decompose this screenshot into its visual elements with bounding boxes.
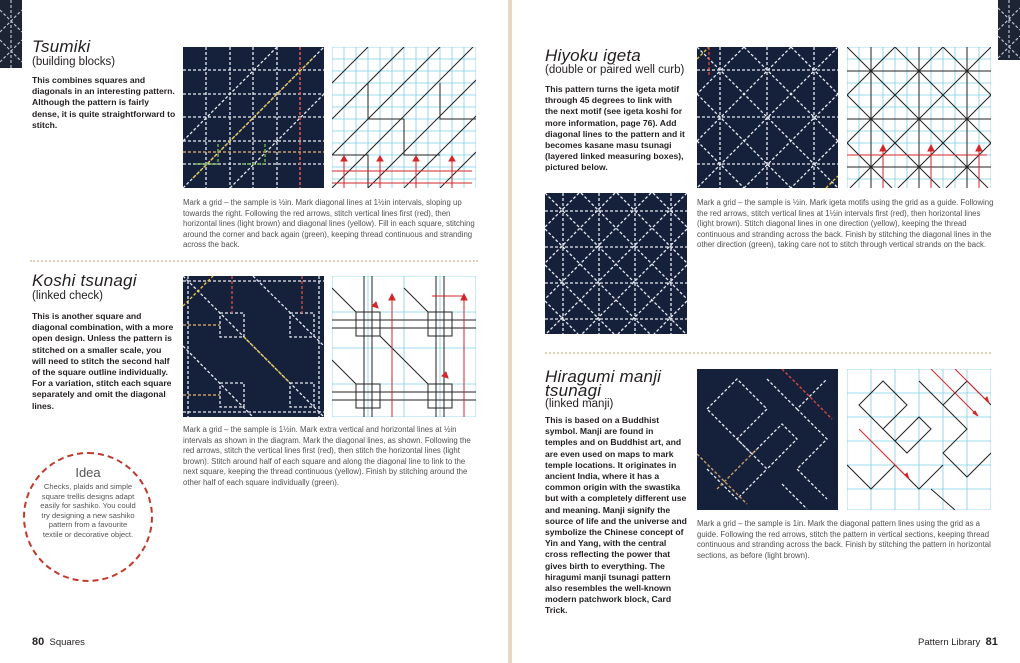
- right-page-number: 81: [985, 636, 998, 648]
- koshi-tsunagi-sample-photo: [183, 276, 324, 417]
- right-section-label: Pattern Library: [918, 637, 981, 648]
- idea-title: Idea: [75, 465, 101, 480]
- section-divider: [30, 260, 478, 262]
- hiragumi-manji-caption: Mark a grid – the sample is 1in. Mark the diagonal pattern lines using the grid as a guide. Following the red arrows, stitch the pattern in vertical sections, keeping thread continuous and stranding across the back. Finish by stitching the pattern in horizontal sections, as before (light brown).: [697, 519, 991, 560]
- hiyoku-igeta-diagram: [847, 47, 991, 188]
- idea-text: Checks, plaids and simple square trellis designs adapt easily for sashiko. You could try designing a new sashiko pattern from a favourite textile or decorative object.: [40, 482, 136, 539]
- right-edge-fabric-tab: [998, 0, 1020, 60]
- hiragumi-manji-sample-photo: [697, 369, 838, 510]
- idea-callout: [23, 452, 153, 582]
- hiyoku-igeta-subtitle: (double or paired well curb): [545, 64, 685, 76]
- koshi-tsunagi-caption: Mark a grid – the sample is 1½in. Mark extra vertical and horizontal lines at ½in intervals as shown in the diagram. Mark the diagonal lines, as shown. Following the red arrows, stitch the vertical lines first (red), then stitch the horizontal lines (light brown). Stitch around half of each square and along the diagonal line to link to the next square, keeping the thread continuous (yellow). Finish by stitching around the other half of each square individually (green).: [183, 425, 471, 487]
- tsumiki-sample-photo: [183, 47, 324, 188]
- right-folio: [918, 636, 998, 648]
- koshi-tsunagi-title: Koshi tsunagi: [32, 271, 137, 290]
- hiyoku-igeta-caption: Mark a grid – the sample is ½in. Mark igeta motifs using the grid as a guide. Following the red arrows, stitch vertical lines at 1½in intervals first (red), then horizontal lines (light brown). Stitch diagonal lines in one direction (yellow), keeping the thread continuous and stranding across the back. Finish by stitching the diagonal lines in the other direction (green), taking care not to stitch through vertical strands on the back.: [697, 198, 994, 250]
- tsumiki-caption: Mark a grid – the sample is ½in. Mark diagonal lines at 1½in intervals, sloping up towards the right. Following the red arrows, stitch vertical lines first (red), then horizontal lines (light brown) and diagonal lines (yellow). Fill in each square, stitching around the corner and back again (green), keeping thread continuous and stranding across the back.: [183, 198, 475, 250]
- koshi-tsunagi-body: This is another square and diagonal combination, with a more open design. Unless the pattern is stitched on a smaller scale, you will need to stitch the second half of the square outline individually. For a variation, stitch each square separately and omit the diagonal lines.: [32, 311, 174, 411]
- tsumiki-title: Tsumiki: [32, 37, 91, 56]
- hiragumi-manji-diagram: [847, 369, 991, 510]
- hiyoku-igeta-title: Hiyoku igeta: [545, 46, 641, 65]
- page-gutter: [508, 0, 512, 663]
- hiragumi-manji-subtitle: (linked manji): [545, 398, 614, 410]
- hiyoku-igeta-sample-photo: [697, 47, 838, 188]
- tsumiki-subtitle: (building blocks): [32, 56, 116, 68]
- left-edge-fabric-tab: [0, 0, 22, 68]
- tsumiki-body: This combines squares and diagonals in an interesting pattern. Although the pattern is fairly dense, it is quite straightforward to stitch.: [32, 75, 176, 130]
- koshi-tsunagi-diagram: [332, 276, 476, 417]
- section-divider-right: [545, 352, 991, 354]
- left-page-number: 80: [32, 636, 45, 648]
- hiragumi-manji-body: This is based on a Buddhist symbol. Manji are found in temples and on Buddhist art, and are even used on maps to mark temple locations. It originates in ancient India, where it has a common origin with the swastika but with a completely different use and meaning. Manji signify the source of life and the universe and symbolize the Chinese concept of Yin and Yang, with the central cross reflecting the power that gives birth to everything. The hiragumi manji tsunagi pattern also resembles the well-known modern patchwork block, Card Trick.: [545, 415, 687, 616]
- hiyoku-igeta-body: This pattern turns the igeta motif through 45 degrees to link with the next motif (see igeta koshi for more information, page 76). Add diagonal lines to the pattern and it becomes kasane masu tsunagi (layered linked measuring boxes), pictured below.: [545, 84, 685, 173]
- hiragumi-manji-title: Hiragumi manji tsunagi: [545, 367, 662, 400]
- tsumiki-diagram: [332, 47, 476, 188]
- koshi-tsunagi-subtitle: (linked check): [32, 290, 103, 302]
- kasane-masu-tsunagi-photo: [545, 193, 687, 334]
- left-section-label: Squares: [49, 637, 85, 648]
- left-folio: [32, 636, 85, 648]
